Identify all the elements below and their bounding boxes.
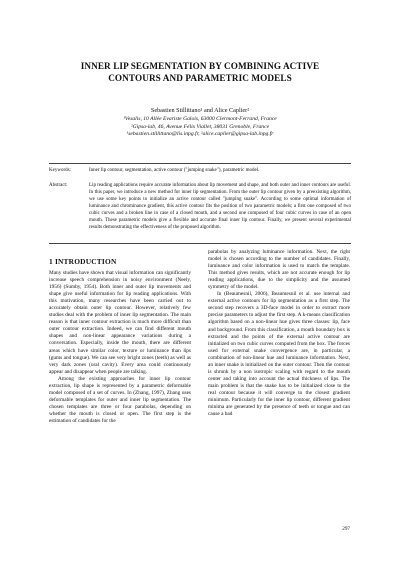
abstract-bottom-rule [49,243,351,244]
author-block [40,107,360,139]
paragraph: Many studies have shown that visual information can significantly increase speech comprehension in noisy environment (Neely, 1956) (Sumby, 1954). Both inner and outer lip movements and shape give useful information for lip reading applications. With this motivation, many researches have been carried out to accurately obtain outer lip contour. However, relatively few studies deal with the problem of inner lip segmentation. The main reason is that inner contour extraction is much more difficult than outer contour extraction. Indeed, we can find different mouth shapes and non-linear appearance variations during a conversation. Especially, inside the mouth, there are different areas which have similar color, texture or luminance than lips (gums and tongue). We can see very bright zones (teeth) as well as very dark zones (oral cavity). Every area could continuously appear and disappear when people are talking. [49,270,191,375]
page-number: 297 [342,526,350,532]
abstract-label: Abstract: [49,183,68,188]
left-column [49,270,191,425]
abstract-text: Lip reading applications require accurate information about lip movement and shape, and both outer and inner contours are useful. In this paper, we introduce a new method for inner lip segmentation. From the outer lip contour given by a preexisting algorithm, we use some key points to initialize an active contour called "jumping snake". According to some optimal information of luminance and chrominance gradient, this active contour fits the position of two parametric models; a first one composed of two cubic curves and a broken line in case of a closed mouth, and a second one composed of four cubic curves in case of an open mouth. These parametric models give a flexible and accurate final inner lip contour. Finally, we present several experimental results demonstrating the effectiveness of the proposed algorithm. [89,183,351,230]
title-line-2: CONTOURS AND PARAMETRIC MODELS [108,73,292,83]
keywords-text: Inner lip contour, segmentation, active contour ("jumping snake"), parametric model. [89,168,260,173]
title-line-1: INNER LIP SEGMENTATION BY COMBINING ACTIVE [80,61,320,71]
author-emails: ¹sebastien.stillittano@lis.inpg.fr, ²alice.caplier@gipsa-lab.inpg.fr [126,131,274,138]
right-column [208,249,350,418]
paragraph: In (Beaumesnil, 2006), Beaumesnil et al. use internal and external active contours for lip segmentation as a first step. The second step recovers a 3D-face model in order to extract more precise parameters to adjust the first step. A k-means classification algorithm based on a non-linear hue gives three classes: lip, face and background. From this classification, a mouth boundary box is extracted and the points of the external active contour are initialized on two cubic curves computed from the box. The forces used for external snake convergence are, in particular, a combination of non-linear hue and luminance information. Next, an inner snake is initialized on the outer contour. Then the contour is shrunk by a non isotropic scaling with regard to the mouth center and taking into account the actual thickness of lips. The main problem is that the snake has to be initialized close to the real contour because it will converge to the closest gradient minimum. Particularly for the inner lip contour, different gradient minima are generated by the presence of teeth or tongue and can cause a bad [208,291,350,418]
affiliation-line-2: ²Gipsa-lab, 46, Avenue Félix Viallet, 38031 Grenoble, France [130,123,270,130]
affiliation-line-1: ¹Vesalis, 10 Allée Evariste Galois, 63000 Clermont-Ferrand, France [123,116,277,122]
paragraph: Among the existing approaches for inner lip contour extraction, lip shape is represented by a parametric deformable model composed of a set of curves. In (Zhang, 1997), Zhang uses deformable templates for outer and inner lip segmentation. The chosen templates are three or four parabolas, depending on whether the mouth is closed or open. The first step is the estimation of candidates for the [49,375,191,424]
keywords-label: Keywords: [49,168,71,173]
author-names: Sebastien Stillittano¹ and Alice Caplier² [150,107,250,114]
section-heading-introduction: 1 INTRODUCTION [49,257,117,266]
keywords-top-rule [49,163,351,164]
paragraph: parabolas by analyzing luminance information. Next, the right model is chosen according to the number of candidates. Finally, luminance and color information is used to match the template. This method gives results, which are not accurate enough for lip reading applications, due to the simplicity and the assumed symmetry of the model. [208,249,350,291]
paper-title [40,60,360,84]
